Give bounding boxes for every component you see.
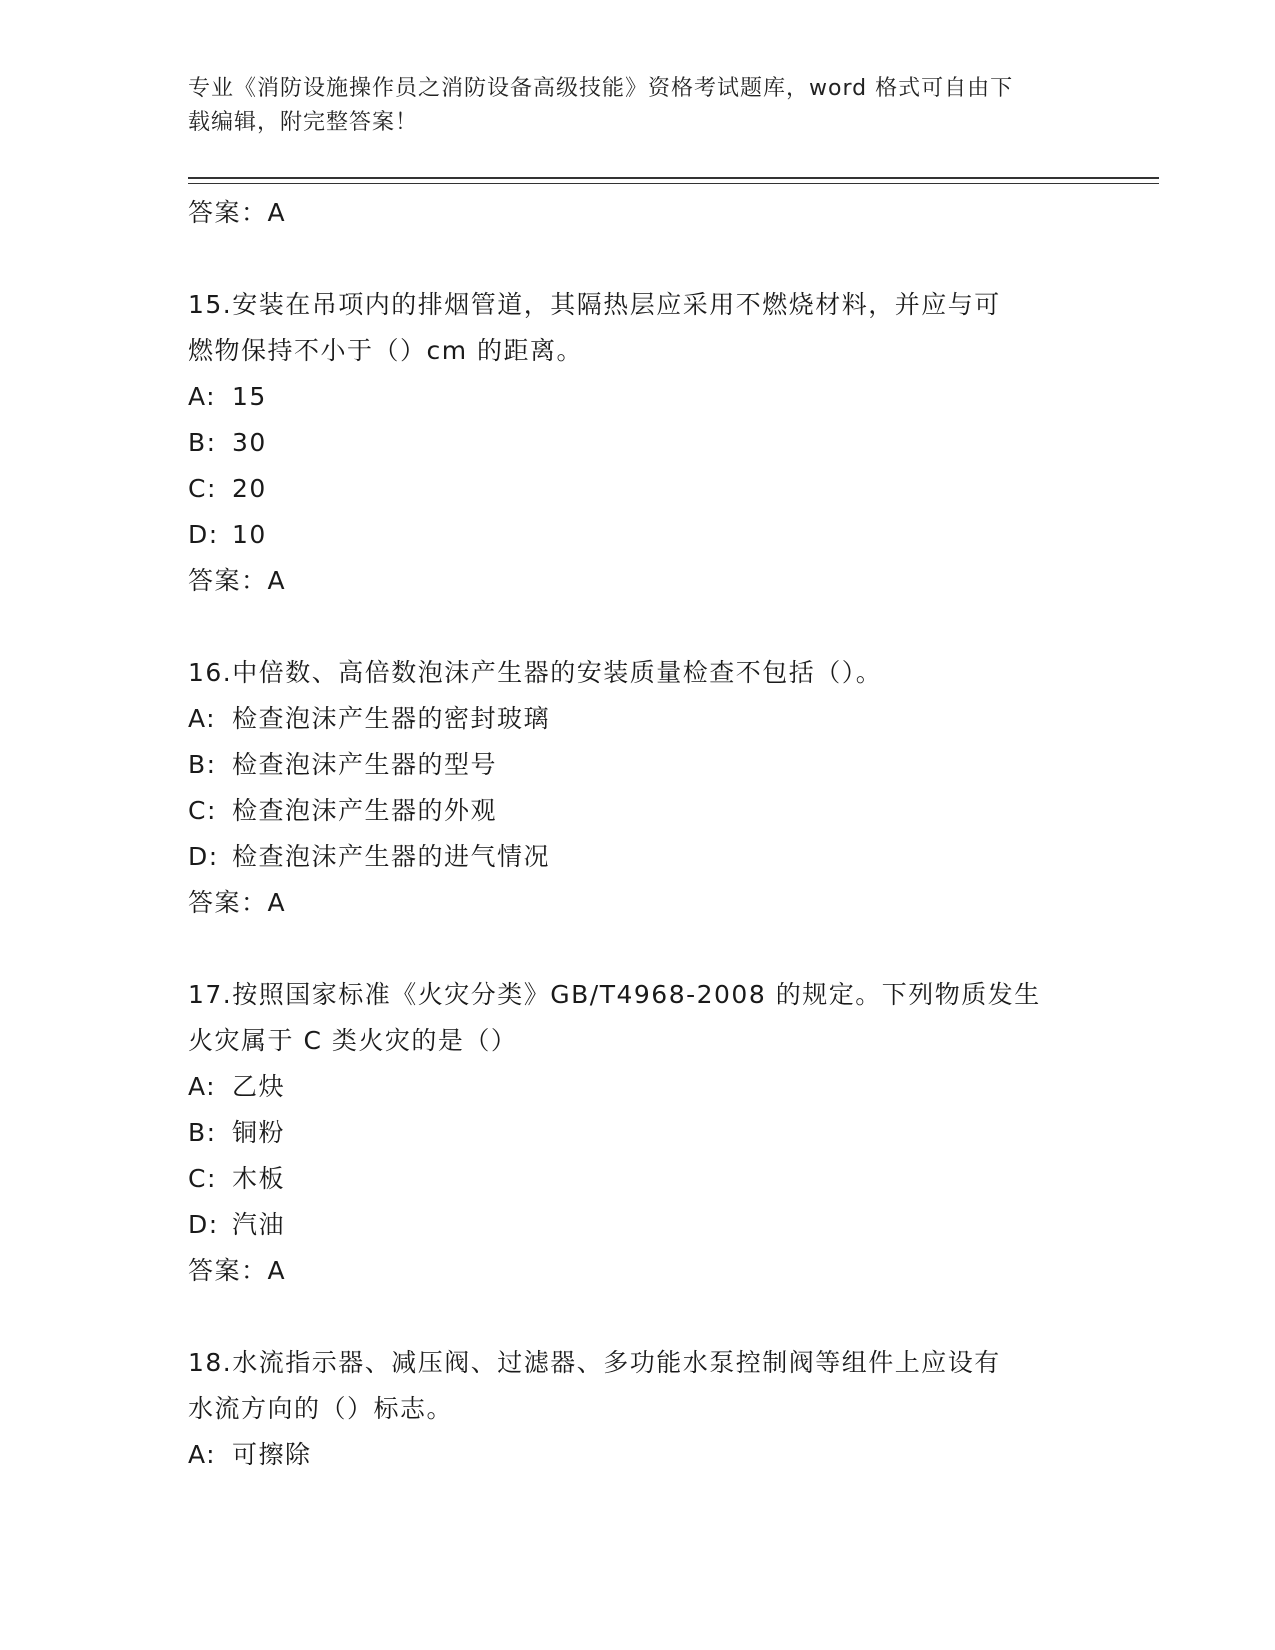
question-text: 16.中倍数、高倍数泡沫产生器的安装质量检查不包括（）。	[188, 658, 883, 687]
option-d	[188, 512, 1088, 558]
question-text-continued: 燃物保持不小于（）cm 的距离。	[188, 336, 584, 365]
answer-line: 答案：A	[188, 198, 287, 227]
option-a	[188, 374, 1088, 420]
option-d	[188, 1202, 1088, 1248]
option-letter: B:	[188, 750, 217, 779]
header-divider-thin	[188, 183, 1159, 184]
question-block	[188, 972, 1088, 1294]
option-b	[188, 742, 1088, 788]
header-divider-thick	[188, 177, 1159, 179]
option-letter: A:	[188, 382, 217, 411]
option-text: 检查泡沫产生器的进气情况	[232, 842, 551, 871]
option-letter: C:	[188, 796, 217, 825]
option-c	[188, 1156, 1088, 1202]
option-letter: C:	[188, 1164, 217, 1193]
question-text: 15.安装在吊项内的排烟管道，其隔热层应采用不燃烧材料，并应与可	[188, 290, 1001, 319]
option-c	[188, 466, 1088, 512]
answer-line: 答案：A	[188, 566, 287, 595]
option-letter: D:	[188, 842, 219, 871]
option-letter: A:	[188, 1072, 217, 1101]
option-text: 乙炔	[232, 1072, 286, 1101]
option-text: 木板	[232, 1164, 286, 1193]
option-letter: B:	[188, 1118, 217, 1147]
question-text-continued: 水流方向的（）标志。	[188, 1394, 454, 1423]
option-letter: C:	[188, 474, 217, 503]
header-line-1: 专业《消防设施操作员之消防设备高级技能》资格考试题库，word 格式可自由下	[188, 76, 1014, 101]
question-block	[188, 282, 1088, 604]
option-a	[188, 696, 1088, 742]
option-a	[188, 1432, 1088, 1478]
option-text: 20	[232, 474, 267, 503]
answer-line: 答案：A	[188, 1256, 287, 1285]
option-text: 检查泡沫产生器的型号	[232, 750, 498, 779]
option-d	[188, 834, 1088, 880]
option-c	[188, 788, 1088, 834]
question-block	[188, 650, 1088, 926]
question-list	[188, 190, 1088, 1478]
option-text: 10	[232, 520, 267, 549]
option-text: 检查泡沫产生器的密封玻璃	[232, 704, 551, 733]
option-b	[188, 1110, 1088, 1156]
option-a	[188, 1064, 1088, 1110]
option-text: 汽油	[232, 1210, 286, 1239]
question-block	[188, 1340, 1088, 1478]
option-b	[188, 420, 1088, 466]
option-text: 30	[232, 428, 267, 457]
question-text: 17.按照国家标准《火灾分类》GB/T4968-2008 的规定。下列物质发生	[188, 980, 1041, 1009]
option-text: 检查泡沫产生器的外观	[232, 796, 498, 825]
option-text: 15	[232, 382, 267, 411]
option-letter: A:	[188, 704, 217, 733]
option-letter: A:	[188, 1440, 217, 1469]
option-letter: D:	[188, 1210, 219, 1239]
question-text: 18.水流指示器、减压阀、过滤器、多功能水泵控制阀等组件上应设有	[188, 1348, 1001, 1377]
option-letter: D:	[188, 520, 219, 549]
question-text-continued: 火灾属于 C 类火灾的是（）	[188, 1026, 518, 1055]
option-text: 可擦除	[232, 1440, 312, 1469]
option-letter: B:	[188, 428, 217, 457]
answer-line: 答案：A	[188, 888, 287, 917]
option-text: 铜粉	[232, 1118, 286, 1147]
header-line-2: 载编辑，附完整答案！	[188, 110, 419, 135]
page-header	[188, 72, 1078, 140]
